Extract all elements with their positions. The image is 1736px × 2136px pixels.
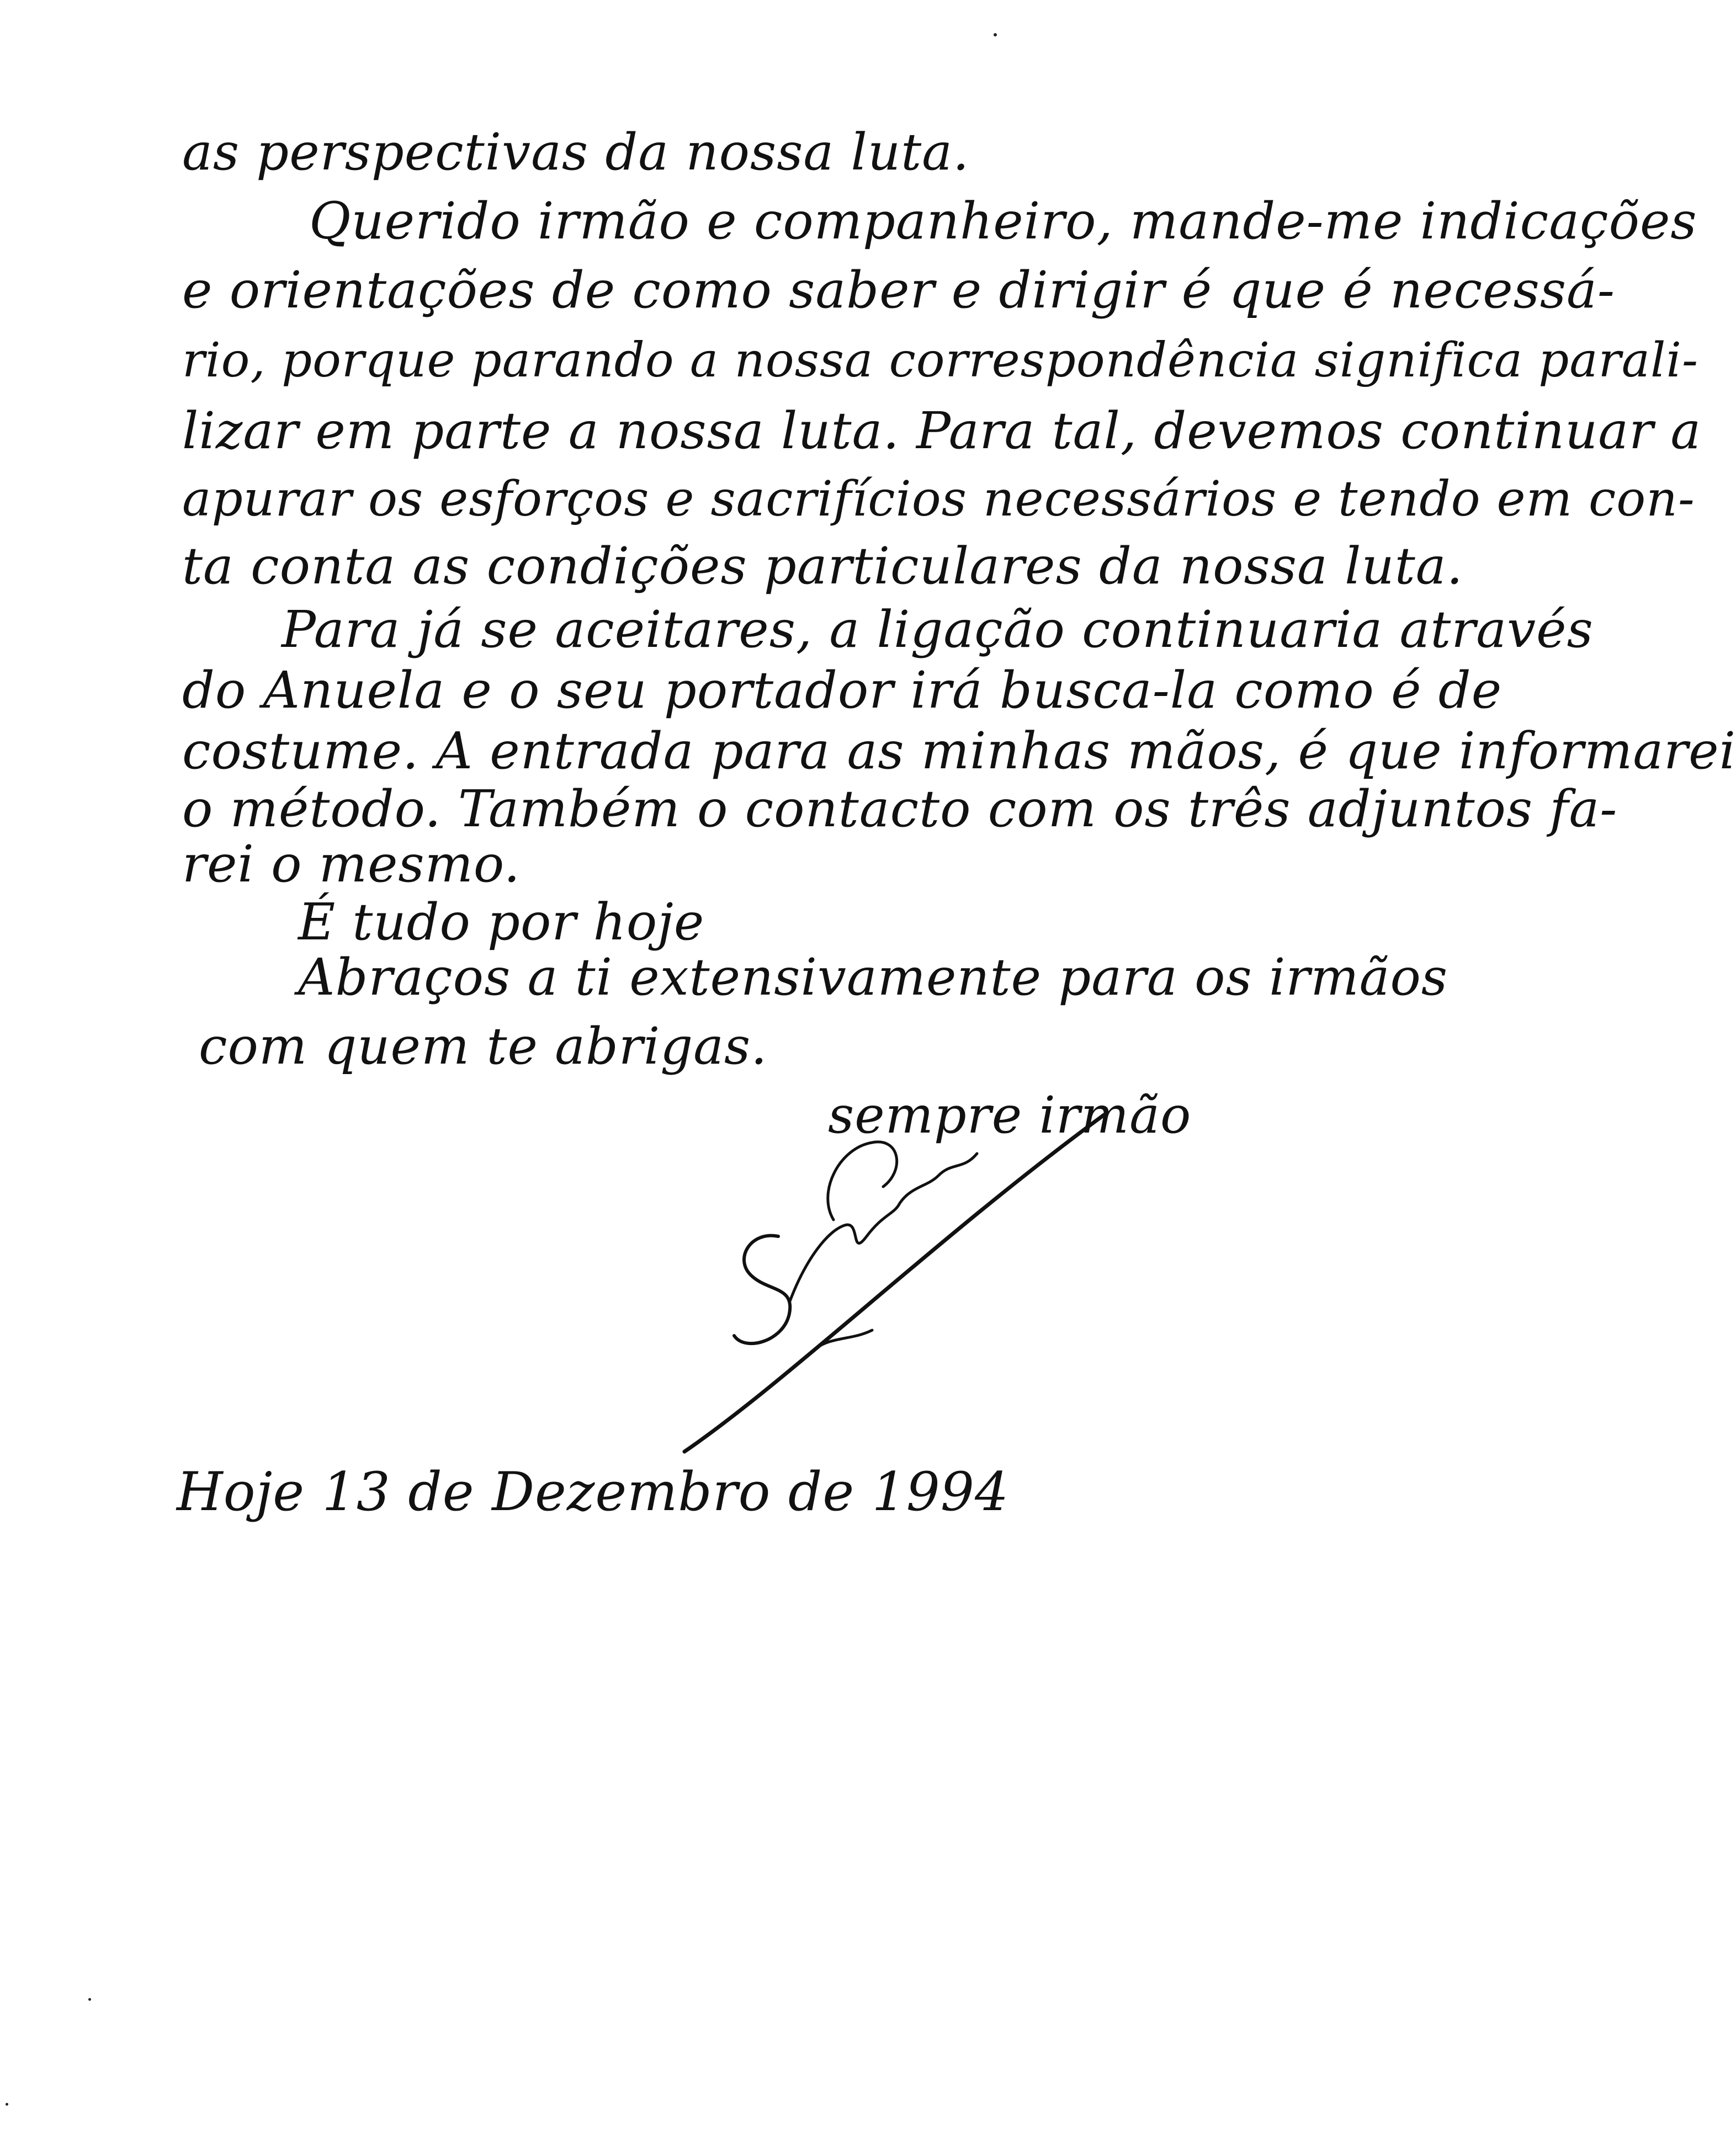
letter-line-11: o método. Também o contacto com os três adjuntos fa- [182, 779, 1618, 838]
letter-line-13: É tudo por hoje [298, 892, 705, 952]
letter-line-6: apurar os esforços e sacrifícios necessários e tendo em con- [182, 470, 1695, 527]
paper-speck [994, 33, 997, 36]
date-line: Hoje 13 de Dezembro de 1994 [177, 1461, 1010, 1523]
letter-line-7: ta conta as condições particulares da nossa luta. [182, 536, 1463, 596]
letter-line-1: as perspectivas da nossa luta. [182, 123, 970, 182]
letter-line-5: lizar em parte a nossa luta. Para tal, devemos continuar a [182, 401, 1702, 460]
handwritten-signature [651, 1093, 1148, 1479]
paper-speck [88, 1998, 91, 2001]
letter-line-12: rei o mesmo. [182, 835, 521, 894]
letter-line-4: rio, porque parando a nossa correspondência significa parali- [182, 333, 1699, 388]
letter-line-9: do Anuela e o seu portador irá busca-la como é de [182, 661, 1503, 720]
letter-line-14: Abraços a ti extensivamente para os irmãos [298, 948, 1448, 1007]
letter-line-10: costume. A entrada para as minhas mãos, é que informarei [182, 721, 1736, 780]
letter-line-2: Querido irmão e companheiro, mande-me indicações [309, 192, 1697, 251]
letter-line-15: com quem te abrigas. [199, 1017, 768, 1076]
letter-line-3: e orientações de como saber e dirigir é que é necessá- [182, 261, 1615, 320]
paper-speck [6, 2103, 8, 2106]
closing-sempre-irmao: sempre irmão [828, 1086, 1192, 1145]
letter-line-8: Para já se aceitares, a ligação continuaria através [282, 600, 1594, 659]
